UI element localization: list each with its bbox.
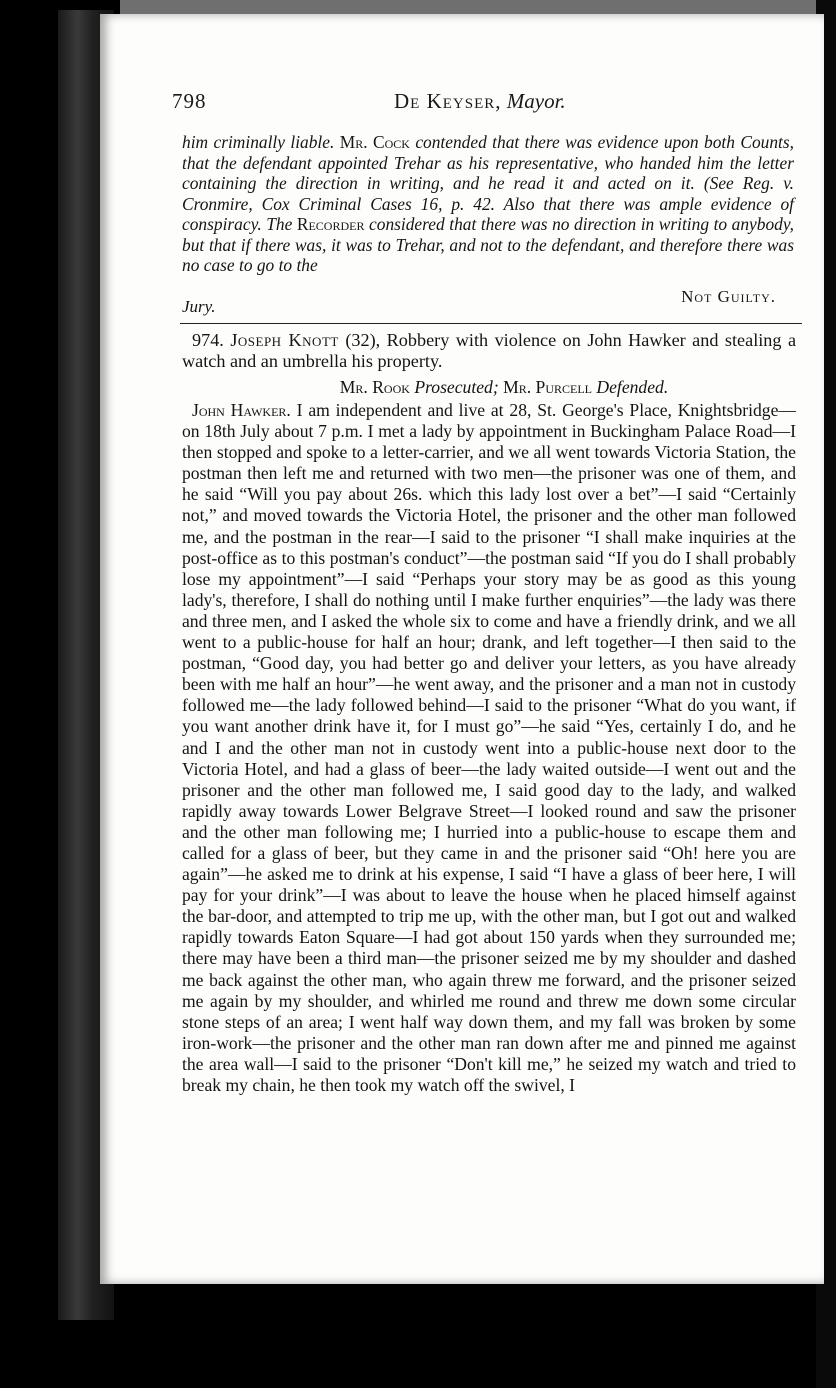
preceding-case-text — [182, 132, 794, 276]
defence-counsel: Mr. Purcell — [503, 377, 593, 397]
preceding-text-2: contended that there was evidence upon both Counts, that the defendant appointed Trehar as his representative, who handed him the letter containing the direction in writing, and he read it and acted on it. (See Reg. v. Cronmire, Cox Criminal Cases 16, p. 42. Also that there was ample evidence of conspiracy. The — [182, 132, 794, 234]
prosecution-counsel: Mr. Rook — [339, 377, 410, 397]
page-number: 798 — [172, 89, 207, 113]
prosecution-label: Prosecuted; — [414, 377, 499, 397]
running-title — [394, 89, 566, 114]
counsel-line — [182, 377, 796, 398]
book-page — [100, 14, 824, 1284]
witness-name: John Hawker. — [192, 400, 291, 420]
defendant-name: Joseph Knott — [230, 330, 339, 350]
recorder-label: Recorder — [296, 214, 365, 234]
case-number: 974. — [192, 330, 224, 350]
defence-label: Defended. — [596, 377, 669, 397]
witness-testimony — [182, 400, 796, 1096]
preceding-text-3: considered that there was no direction in writing to anybody, but that if there was, it was to Trehar, and not to the defendant, and therefore there was no case to go to the — [182, 214, 794, 275]
counsel-name-cock: Mr. Cock — [339, 132, 410, 152]
case-heading — [182, 330, 796, 373]
verdict-line — [182, 287, 794, 319]
case-divider-rule — [180, 323, 802, 324]
jury-word: Jury. — [182, 297, 216, 316]
testimony-text: I am independent and live at 28, St. George's Place, Knightsbridge—on 18th July about 7 p.m. I met a lady by appointment in Buckingham Palace Road—I then stopped and spoke to a letter-carrier, and we all went towards Victoria Station, the postman then left me and returned with two men—the prisoner was one of them, and he said “Will you pay about 26s. which this lady lost over a bet”—I said “Certainly not,” and moved towards the Victoria Hotel, the prisoner and the other man followed me, and the postman in the rear—I said to the prisoner “I shall make inquiries at the post-office as to this postman's conduct”—the postman said “If you do I shall probably lose my appointment”—I said “Perhaps your story may be as good as this young lady's, therefore, I shall do nothing until I make further enquiries”—the lady was there and three men, and I asked the whole six to come and have a friendly drink, and we all went to a public-house for half an hour; drank, and left together—I then said to the postman, “Good day, you had better go and deliver your letters, as you have already been with me half an hour”—he went away, and the prisoner and a man not in custody followed me—the lady followed behind—I said to the prisoner “What do you want, if you want another drink have it, for I must go”—he said “Yes, certainly I do, and he and I and the other man not in custody went into a public-house next door to the Victoria Hotel, and had a glass of beer—the lady waited outside—I went out and the prisoner and the other man followed me, I said good day to the lady, and walked rapidly away towards Lower Belgrave Street—I looked round and saw the prisoner and the other man following me; I hurried into a public-house to escape them and called for a glass of beer, but they came in and the prisoner said “Oh! here you are again”—he asked me to drink at his expense, I said “I have a glass of beer here, I will pay for your drink”—I was about to leave the house when he placed himself against the bar-door, and attempted to trip me up, with the other man, but I got out and walked rapidly towards Eaton Square—I had got about 150 yards when they surrounded me; there may have been a third man—the prisoner seized me by my shoulder and dashed me back against the other man, who again threw me forward, and the prisoner seized me again by my shoulder, and whirled me round and threw me down some circular stone steps of an area; I went half way down them, and my fall was broken by some iron-work—the prisoner and the other man ran down after me and pinned me against the area wall—I said to the prisoner “Don't kill me,” he seized my watch and tried to break my chain, he then took my watch off the swivel, I — [182, 400, 796, 1095]
running-title-name: De Keyser, — [394, 89, 502, 113]
preceding-text-1: him criminally liable. — [182, 132, 335, 152]
running-title-office: Mayor. — [506, 89, 566, 113]
verdict-not-guilty: Not Guilty. — [681, 287, 776, 306]
page-header — [172, 89, 802, 119]
defendant-age: (32), — [345, 330, 381, 350]
case-charge: Robbery with violence on John Hawker and stealing a watch and an umbrella his property. — [182, 330, 797, 372]
